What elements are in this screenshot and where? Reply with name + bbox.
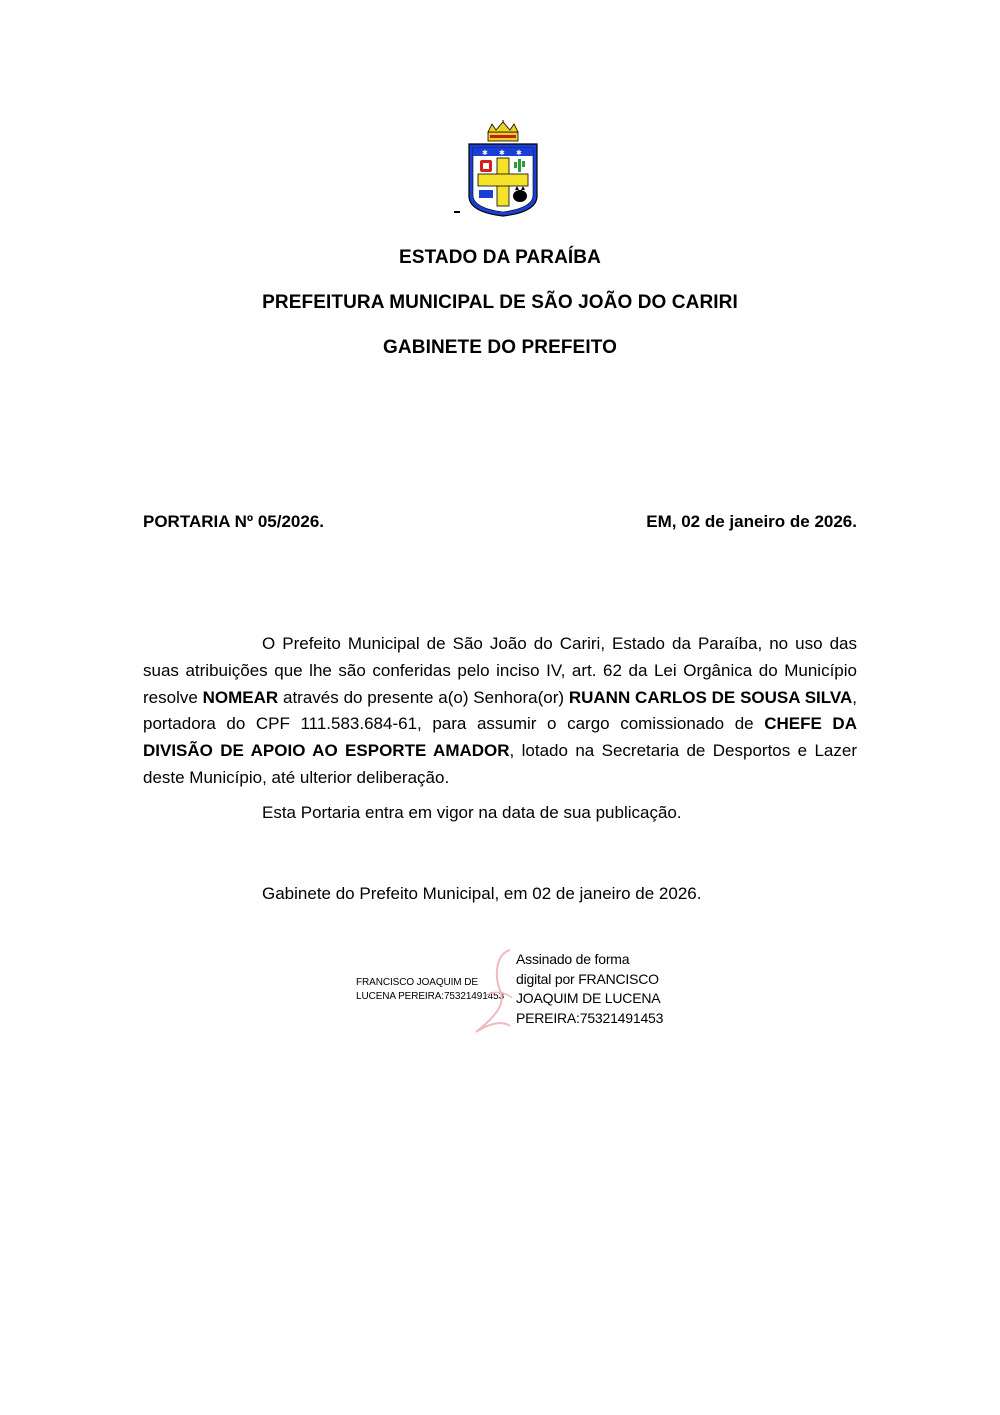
action-nomear: NOMEAR [202, 687, 279, 707]
svg-text:✱: ✱ [516, 149, 522, 157]
header-cabinet: GABINETE DO PREFEITO [383, 337, 617, 358]
header-state: ESTADO DA PARAÍBA [399, 247, 601, 268]
header-prefecture: PREFEITURA MUNICIPAL DE SÃO JOÃO DO CARIRI [262, 292, 738, 313]
paragraph-text: O Prefeito Municipal de São João do Cariri, Estado da Paraíba, no uso das suas atribuições que lhe são conferidas pelo inciso IV, art. 62 da Lei Orgânica do Município resolve [143, 634, 857, 707]
digital-signature-block [516, 950, 663, 1028]
portaria-date: EM, 02 de janeiro de 2026. [646, 512, 857, 531]
portaria-number: PORTARIA Nº 05/2026. [143, 512, 324, 531]
municipal-crest-icon [466, 120, 540, 220]
signature-line: digital por FRANCISCO [516, 970, 659, 987]
signature-line: PEREIRA:75321491453 [516, 1009, 664, 1026]
paragraph-text: através do presente a(o) Senhora(or) [278, 687, 569, 707]
position-title: CHEFE DA DIVISÃO DE APOIO AO ESPORTE AMADOR [143, 714, 857, 761]
crest-underline-mark [454, 211, 460, 213]
signer-line: FRANCISCO JOAQUIM DE [356, 977, 478, 988]
appointee-name: RUANN CARLOS DE SOUSA SILVA [568, 687, 853, 707]
signer-line: LUCENA PEREIRA:75321491453 [356, 991, 505, 1002]
svg-text:✱: ✱ [499, 149, 505, 157]
signature-line: JOAQUIM DE LUCENA [516, 990, 661, 1006]
signature-line: Assinado de forma [516, 951, 630, 967]
paragraph-text: , portadora do CPF 111.583.684-61, para assumir o cargo comissionado de [143, 687, 857, 734]
paragraph-text: , lotado na Secretaria de Desportos e Lazer deste Município, até ulterior deliberação. [143, 741, 857, 787]
effective-clause: Esta Portaria entra em vigor na data de sua publicação. [262, 803, 682, 822]
digital-signature-mark-icon [466, 946, 516, 1036]
svg-text:✱: ✱ [482, 149, 488, 157]
closing-line: Gabinete do Prefeito Municipal, em 02 de janeiro de 2026. [262, 884, 702, 903]
main-paragraph [143, 631, 857, 792]
